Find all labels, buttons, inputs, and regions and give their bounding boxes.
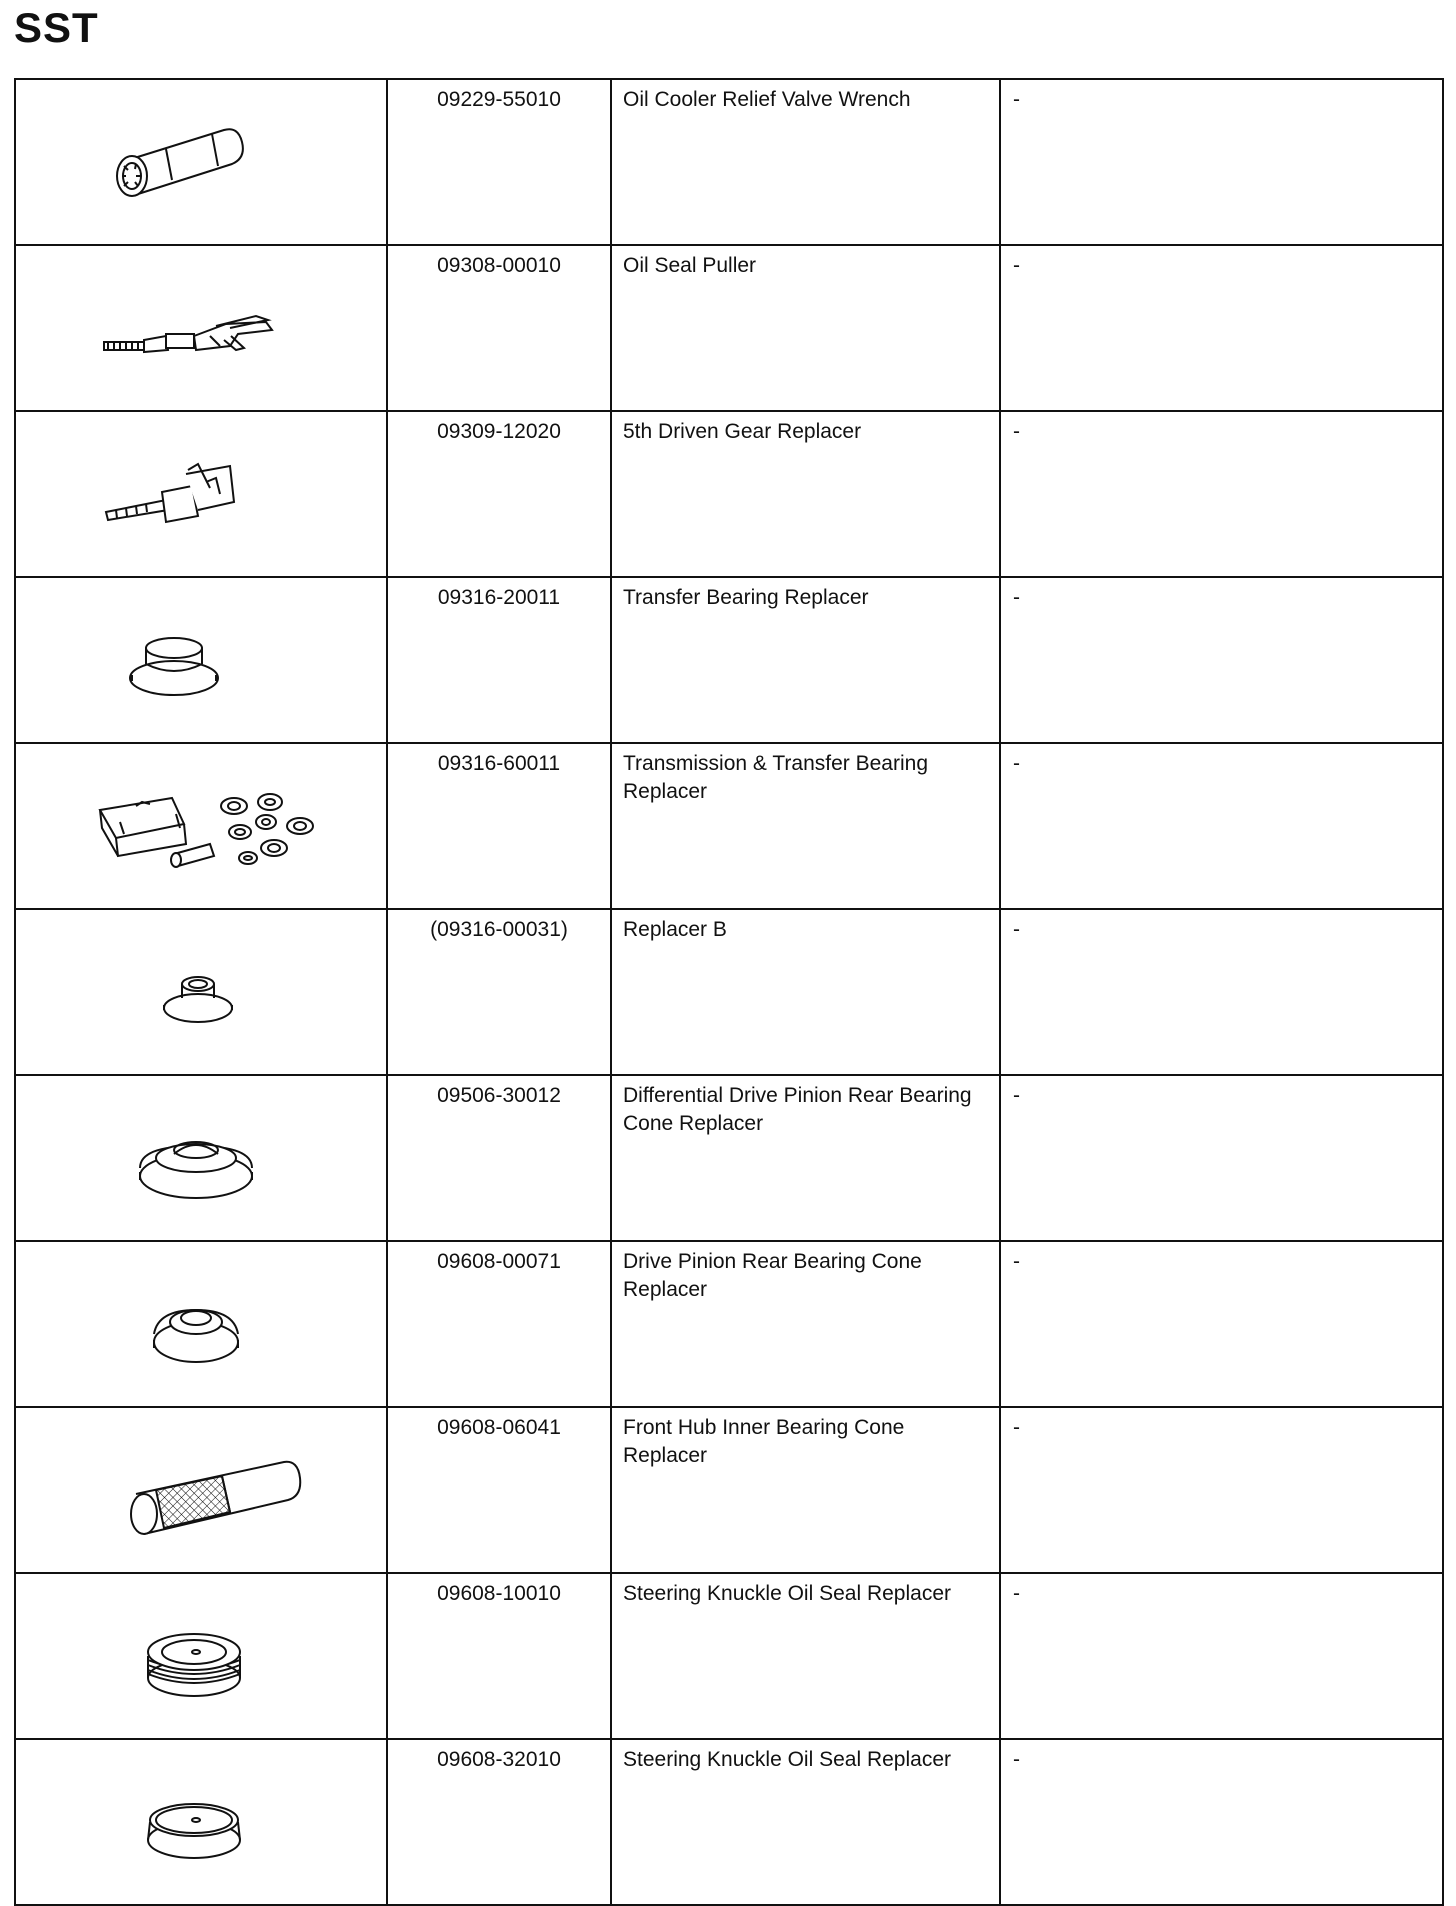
table-row xyxy=(15,1407,1443,1573)
tool-note: - xyxy=(1000,1573,1443,1739)
tool-note: - xyxy=(1000,1075,1443,1241)
oil-seal-puller-icon xyxy=(16,246,388,406)
table-row xyxy=(15,1573,1443,1739)
tool-note: - xyxy=(1000,909,1443,1075)
knurled-bar-icon xyxy=(16,1408,388,1568)
seal-cap-icon xyxy=(16,1740,388,1900)
tool-note: - xyxy=(1000,411,1443,577)
part-number: 09309-12020 xyxy=(387,411,611,577)
part-number: 09506-30012 xyxy=(387,1075,611,1241)
tool-illustration-cell xyxy=(15,743,387,909)
tool-illustration-cell xyxy=(15,909,387,1075)
part-number: 09608-32010 xyxy=(387,1739,611,1905)
tool-illustration-cell xyxy=(15,1573,387,1739)
table-row xyxy=(15,1075,1443,1241)
tool-illustration-cell xyxy=(15,1075,387,1241)
table-row xyxy=(15,79,1443,245)
replacer-b-icon xyxy=(16,910,388,1070)
tool-note: - xyxy=(1000,577,1443,743)
part-number: 09308-00010 xyxy=(387,245,611,411)
tool-illustration-cell xyxy=(15,411,387,577)
tool-name: Transmission & Transfer Bearing Replacer xyxy=(611,743,1000,909)
table-row xyxy=(15,1739,1443,1905)
part-number: 09608-00071 xyxy=(387,1241,611,1407)
cone-replacer-icon xyxy=(16,1076,388,1236)
tool-name: Drive Pinion Rear Bearing Cone Replacer xyxy=(611,1241,1000,1407)
tool-note: - xyxy=(1000,79,1443,245)
gear-replacer-icon xyxy=(16,412,388,572)
tool-illustration-cell xyxy=(15,245,387,411)
tool-illustration-cell xyxy=(15,577,387,743)
table-row xyxy=(15,411,1443,577)
tool-name: Oil Cooler Relief Valve Wrench xyxy=(611,79,1000,245)
tool-note: - xyxy=(1000,1241,1443,1407)
tool-note: - xyxy=(1000,743,1443,909)
tool-note: - xyxy=(1000,1407,1443,1573)
tool-illustration-cell xyxy=(15,1241,387,1407)
pinion-cone-replacer-icon xyxy=(16,1242,388,1402)
part-number: 09608-06041 xyxy=(387,1407,611,1573)
table-row xyxy=(15,743,1443,909)
part-number: 09608-10010 xyxy=(387,1573,611,1739)
tool-name: Replacer B xyxy=(611,909,1000,1075)
tool-illustration-cell xyxy=(15,1407,387,1573)
tool-name: Steering Knuckle Oil Seal Replacer xyxy=(611,1573,1000,1739)
tool-name: Steering Knuckle Oil Seal Replacer xyxy=(611,1739,1000,1905)
page-title: SST xyxy=(14,4,99,51)
bearing-replacer-set-icon xyxy=(16,744,388,904)
part-number: 09316-60011 xyxy=(387,743,611,909)
threaded-ring-icon xyxy=(16,1574,388,1734)
bearing-replacer-icon xyxy=(16,578,388,738)
tool-note: - xyxy=(1000,245,1443,411)
tool-name: Front Hub Inner Bearing Cone Replacer xyxy=(611,1407,1000,1573)
table-row xyxy=(15,1241,1443,1407)
tool-name: Differential Drive Pinion Rear Bearing Cone Replacer xyxy=(611,1075,1000,1241)
part-number: 09229-55010 xyxy=(387,79,611,245)
socket-wrench-icon xyxy=(16,80,388,240)
tool-name: Oil Seal Puller xyxy=(611,245,1000,411)
tool-illustration-cell xyxy=(15,1739,387,1905)
part-number: (09316-00031) xyxy=(387,909,611,1075)
tool-illustration-cell xyxy=(15,79,387,245)
tool-note: - xyxy=(1000,1739,1443,1905)
part-number: 09316-20011 xyxy=(387,577,611,743)
tool-name: Transfer Bearing Replacer xyxy=(611,577,1000,743)
table-row xyxy=(15,909,1443,1075)
tool-name: 5th Driven Gear Replacer xyxy=(611,411,1000,577)
table-row xyxy=(15,245,1443,411)
table-row xyxy=(15,577,1443,743)
sst-table xyxy=(14,78,1444,1906)
